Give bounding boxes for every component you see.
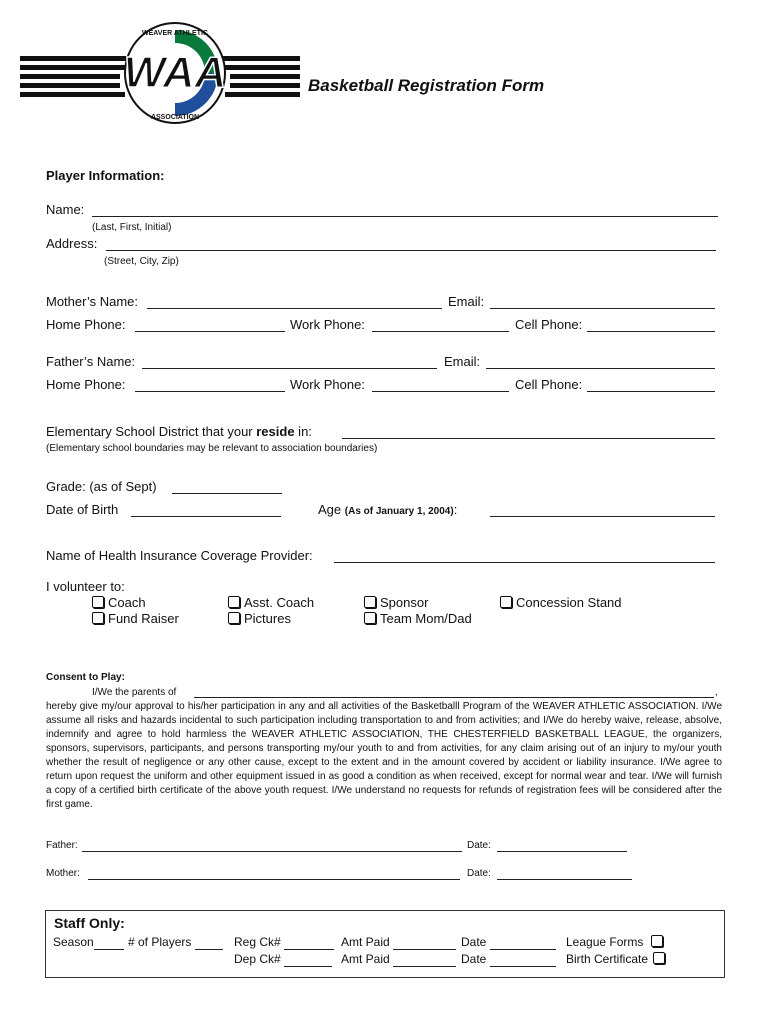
- form-title: Basketball Registration Form: [308, 76, 545, 95]
- volunteer-heading: I volunteer to:: [46, 579, 125, 594]
- school-label-prefix: Elementary School District that your: [46, 424, 257, 439]
- staff-amt-paid-2: [341, 952, 456, 967]
- mother-cell-phone-label: Cell Phone:: [515, 317, 583, 332]
- player-info-heading: Player Information:: [46, 168, 165, 183]
- volunteer-asst-coach-label: Asst. Coach: [244, 595, 315, 610]
- mother-home-phone-label: Home Phone:: [46, 317, 126, 332]
- grade-field[interactable]: [172, 479, 282, 494]
- staff-date-field-1[interactable]: [490, 935, 556, 950]
- father-home-phone-field[interactable]: [135, 377, 285, 392]
- school-district-label: [46, 424, 312, 439]
- father-signature-label: Father:: [46, 840, 78, 851]
- father-cell-phone-field[interactable]: [587, 377, 715, 392]
- staff-players: [128, 935, 223, 950]
- insurance-field[interactable]: [334, 548, 715, 563]
- father-date-field[interactable]: [497, 840, 627, 852]
- father-work-phone-field[interactable]: [372, 377, 509, 392]
- consent-body: hereby give my/our approval to his/her participation in any and all activities of the Basketballl Program of the WEAVER ATHLETIC ASSOCIATION. I/We assume all risks and hazards incidental to such participation including transportation to and from activities; and I/We do hereby waive, release, absolve, indemnify and agree to hold harmless the WEAVER ATHLETIC ASSOCIATION, THE CHESTERFIELD BASKETBALL LEAGUE, the organizers, sponsors, supervisors, participants, and persons transporting my/our youth to and from activities, for any claim arising out of an injury to my/our youth whether the result of negligence or any other cause, except to the extent and in the amount covered by accident or liability insurance. I/We agree to return upon request the uniform and other equipment issued in as good a condition as when received, except for normal wear and tear. I/We will furnish a copy of a certified birth certificate of the above youth request. I/We understand no requests for refunds of registration fees will be considered after the first game.: [46, 701, 722, 810]
- checkbox-icon[interactable]: [92, 612, 104, 624]
- consent-comma: ,: [715, 687, 718, 698]
- father-name-label: Father’s Name:: [46, 354, 136, 369]
- staff-date-field-2[interactable]: [490, 952, 556, 967]
- staff-dep-ck-label: Dep Ck#: [234, 952, 281, 966]
- name-hint: (Last, First, Initial): [92, 222, 172, 233]
- mother-signature-label: Mother:: [46, 868, 80, 879]
- volunteer-sponsor[interactable]: [364, 595, 428, 610]
- staff-heading: Staff Only:: [54, 915, 125, 931]
- volunteer-coach[interactable]: [92, 595, 146, 610]
- dob-field[interactable]: [131, 502, 281, 517]
- staff-amt-paid-field-2[interactable]: [393, 952, 456, 967]
- volunteer-pictures[interactable]: [228, 611, 291, 626]
- age-colon: :: [453, 502, 458, 517]
- father-email-field[interactable]: [486, 354, 715, 369]
- mother-email-field[interactable]: [490, 294, 715, 309]
- mother-work-phone-field[interactable]: [372, 317, 509, 332]
- mother-signature-field[interactable]: [88, 868, 460, 880]
- waa-logo-graphic: [20, 18, 300, 128]
- grade-label: Grade: (as of Sept): [46, 479, 157, 494]
- staff-date-1: [461, 935, 556, 950]
- school-district-field[interactable]: [342, 424, 715, 439]
- father-email-label: Email:: [444, 354, 481, 369]
- volunteer-asst-coach[interactable]: [228, 595, 314, 610]
- age-label: [318, 502, 457, 517]
- staff-league-forms[interactable]: [566, 935, 667, 949]
- staff-date-label-2: Date: [461, 952, 487, 966]
- staff-amt-paid-label-2: Amt Paid: [341, 952, 390, 966]
- father-date-label: Date:: [467, 840, 491, 851]
- volunteer-team-mom-dad-label: Team Mom/Dad: [380, 611, 472, 626]
- father-work-phone-label: Work Phone:: [290, 377, 365, 392]
- address-label: Address:: [46, 236, 98, 251]
- waa-logo: [20, 18, 300, 128]
- volunteer-concession-stand[interactable]: [500, 595, 622, 610]
- staff-amt-paid-field-1[interactable]: [393, 935, 456, 950]
- volunteer-concession-stand-label: Concession Stand: [516, 595, 622, 610]
- checkbox-icon[interactable]: [228, 612, 240, 624]
- address-hint: (Street, City, Zip): [104, 256, 179, 267]
- checkbox-icon[interactable]: [653, 952, 665, 964]
- staff-season-label: Season: [53, 935, 94, 949]
- staff-reg-ck-field[interactable]: [284, 935, 334, 950]
- name-field[interactable]: [92, 202, 718, 217]
- age-field[interactable]: [490, 502, 715, 517]
- volunteer-fund-raiser-label: Fund Raiser: [108, 611, 179, 626]
- staff-players-label: # of Players: [128, 935, 192, 949]
- staff-reg-ck: [234, 935, 334, 950]
- consent-youth-name-field[interactable]: [194, 686, 714, 698]
- logo-letters: WAA: [123, 48, 227, 97]
- father-cell-phone-label: Cell Phone:: [515, 377, 583, 392]
- logo-ring-top: WEAVER ATHLETIC: [142, 30, 208, 37]
- staff-reg-ck-label: Reg Ck#: [234, 935, 281, 949]
- staff-dep-ck-field[interactable]: [284, 952, 332, 967]
- volunteer-sponsor-label: Sponsor: [380, 595, 429, 610]
- mother-cell-phone-field[interactable]: [587, 317, 715, 332]
- staff-date-2: [461, 952, 556, 967]
- checkbox-icon[interactable]: [500, 596, 512, 608]
- mother-name-label: Mother’s Name:: [46, 294, 138, 309]
- mother-work-phone-label: Work Phone:: [290, 317, 365, 332]
- staff-date-label-1: Date: [461, 935, 487, 949]
- dob-label: Date of Birth: [46, 502, 119, 517]
- staff-birth-certificate-label: Birth Certificate: [566, 952, 649, 966]
- mother-email-label: Email:: [448, 294, 485, 309]
- mother-home-phone-field[interactable]: [135, 317, 285, 332]
- checkbox-icon[interactable]: [651, 935, 663, 947]
- volunteer-fund-raiser[interactable]: [92, 611, 179, 626]
- consent-heading: Consent to Play:: [46, 672, 125, 683]
- staff-birth-certificate[interactable]: [566, 952, 669, 966]
- checkbox-icon[interactable]: [228, 596, 240, 608]
- staff-only-box: [45, 910, 725, 978]
- mother-name-field[interactable]: [147, 294, 442, 309]
- staff-league-forms-label: League Forms: [566, 935, 644, 949]
- age-qualifier: (As of January 1, 2004): [344, 506, 454, 517]
- checkbox-icon[interactable]: [92, 596, 104, 608]
- address-field[interactable]: [106, 236, 716, 251]
- staff-dep-ck: [234, 952, 332, 967]
- staff-amt-paid-1: [341, 935, 456, 950]
- staff-season: [53, 935, 124, 950]
- name-label: Name:: [46, 202, 85, 217]
- consent-parents-of: I/We the parents of: [92, 687, 177, 698]
- father-name-field[interactable]: [142, 354, 437, 369]
- school-hint: (Elementary school boundaries may be relevant to association boundaries): [46, 443, 378, 454]
- logo-ring-bottom: ASSOCIATION: [150, 114, 200, 121]
- school-label-suffix: in:: [294, 424, 312, 439]
- volunteer-team-mom-dad[interactable]: [364, 611, 472, 626]
- age-label-text: Age: [318, 502, 342, 517]
- mother-date-field[interactable]: [497, 868, 632, 880]
- staff-amt-paid-label-1: Amt Paid: [341, 935, 390, 949]
- insurance-label: Name of Health Insurance Coverage Provider:: [46, 548, 313, 563]
- mother-date-label: Date:: [467, 868, 491, 879]
- staff-players-field[interactable]: [195, 935, 223, 950]
- staff-season-field[interactable]: [94, 935, 124, 950]
- checkbox-icon[interactable]: [364, 612, 376, 624]
- volunteer-pictures-label: Pictures: [244, 611, 291, 626]
- volunteer-coach-label: Coach: [108, 595, 146, 610]
- checkbox-icon[interactable]: [364, 596, 376, 608]
- school-label-bold: reside: [256, 424, 295, 439]
- father-home-phone-label: Home Phone:: [46, 377, 126, 392]
- father-signature-field[interactable]: [82, 840, 462, 852]
